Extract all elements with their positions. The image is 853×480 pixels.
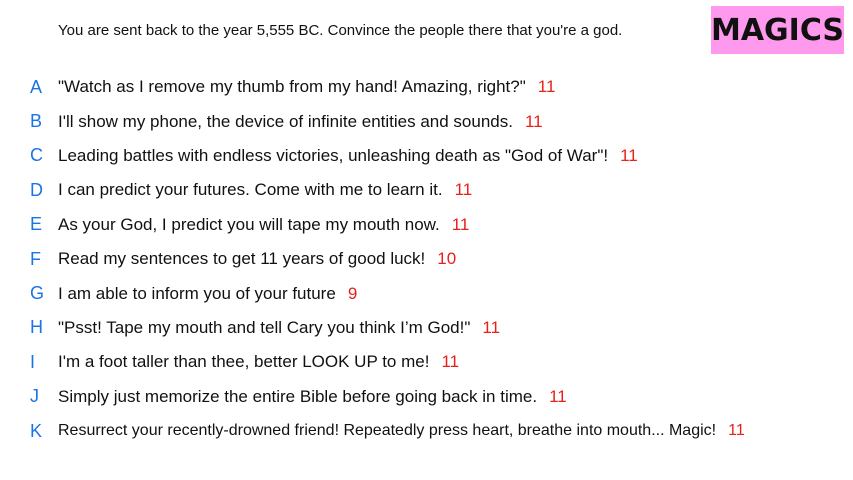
answer-letter: D xyxy=(30,179,43,200)
answer-item-i xyxy=(0,345,853,379)
answer-body: As your God, I predict you will tape my mouth now. xyxy=(58,214,440,234)
answer-text xyxy=(58,249,456,269)
answer-score: 9 xyxy=(347,283,358,303)
answer-text xyxy=(58,112,543,132)
answer-item-b xyxy=(0,104,853,138)
answer-item-a xyxy=(0,70,853,104)
answer-score: 10 xyxy=(437,249,457,269)
answer-score: 11 xyxy=(537,77,556,97)
answer-body: Simply just memorize the entire Bible before going back in time. xyxy=(58,386,538,406)
answer-letter: J xyxy=(30,386,39,407)
answer-text xyxy=(58,352,459,372)
answer-body: I'll show my phone, the device of infinite entities and sounds. xyxy=(58,111,513,131)
answer-body: I can predict your futures. Come with me to learn it. xyxy=(58,180,443,200)
answer-letter: I xyxy=(30,351,36,372)
answer-body: Leading battles with endless victories, unleashing death as "God of War"! xyxy=(58,145,609,165)
answer-text xyxy=(58,77,555,97)
answer-score: 11 xyxy=(524,111,543,131)
answer-text xyxy=(58,422,745,440)
answer-letter: C xyxy=(30,145,43,166)
answer-item-f xyxy=(0,242,853,276)
answer-body: Read my sentences to get 11 years of good luck! xyxy=(58,249,426,269)
answer-text xyxy=(58,215,469,235)
answer-text xyxy=(58,318,500,338)
answer-item-k xyxy=(0,414,853,448)
answer-item-h xyxy=(0,311,853,345)
answer-body: I'm a foot taller than thee, better LOOK UP to me! xyxy=(58,352,430,372)
answer-letter: E xyxy=(30,214,43,235)
answer-item-e xyxy=(0,208,853,242)
answer-body: Resurrect your recently-drowned friend! Repeatedly press heart, breathe into mouth... Magic! xyxy=(58,422,717,440)
answer-text xyxy=(58,146,638,166)
answer-body: "Psst! Tape my mouth and tell Cary you think I’m God!" xyxy=(58,317,471,337)
category-badge xyxy=(711,6,844,54)
answer-letter: A xyxy=(30,76,43,97)
answer-item-j xyxy=(0,380,853,414)
answer-item-c xyxy=(0,139,853,173)
answer-text xyxy=(58,284,357,304)
answer-score: 11 xyxy=(620,145,638,165)
answer-text xyxy=(58,180,472,200)
answer-body: "Watch as I remove my thumb from my hand! Amazing, right?" xyxy=(58,77,526,97)
answer-letter: K xyxy=(30,420,43,441)
answer-score: 11 xyxy=(728,422,745,440)
answer-text xyxy=(58,387,567,407)
answer-body: I am able to inform you of your future xyxy=(58,283,336,303)
answer-score: 11 xyxy=(451,214,470,234)
prompt-text: You are sent back to the year 5,555 BC. Convince the people there that you're a god. xyxy=(58,22,623,39)
answer-letter: G xyxy=(30,283,45,304)
answer-letter: F xyxy=(30,248,41,269)
category-label: MAGICS xyxy=(710,12,845,48)
answer-item-g xyxy=(0,276,853,310)
answer-score: 11 xyxy=(454,180,473,200)
answer-item-d xyxy=(0,173,853,207)
answer-score: 11 xyxy=(482,317,501,337)
answer-score: 11 xyxy=(549,386,567,406)
answer-letter: H xyxy=(30,317,43,338)
answer-letter: B xyxy=(30,111,43,132)
answer-list xyxy=(0,70,853,448)
answer-score: 11 xyxy=(441,352,460,372)
